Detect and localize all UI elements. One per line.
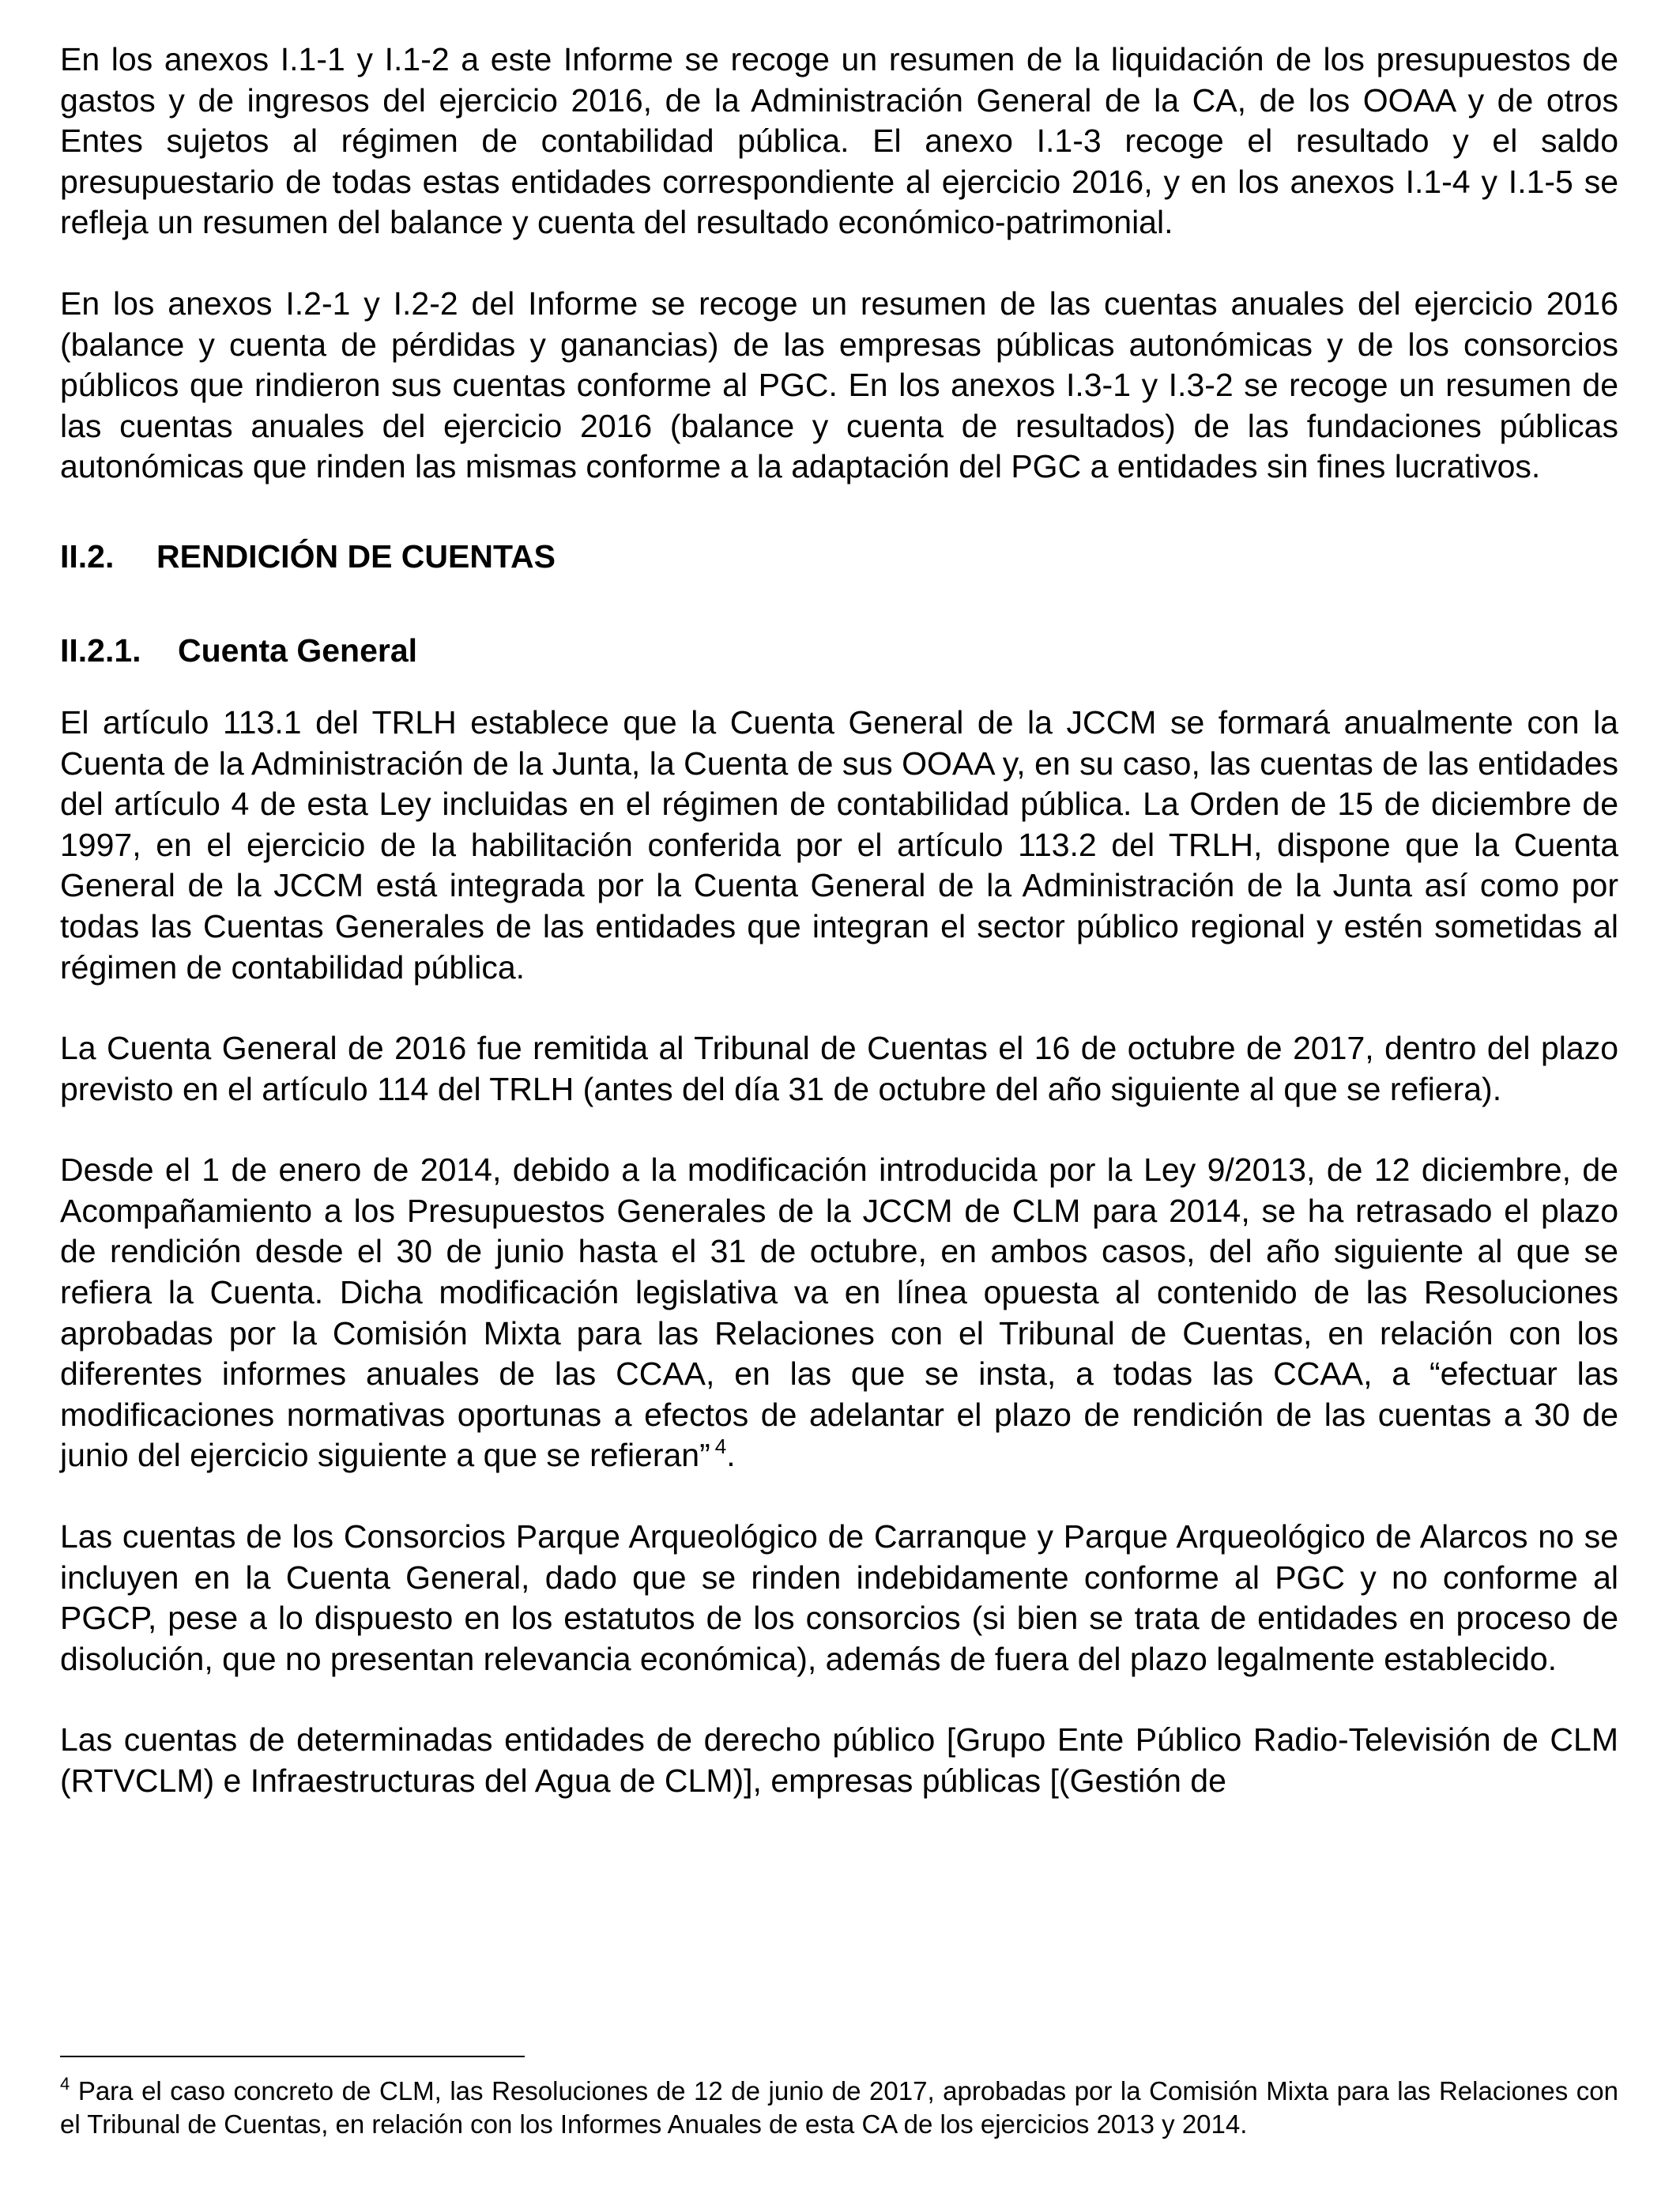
section-heading bbox=[60, 536, 1618, 577]
footnote bbox=[60, 2075, 1618, 2141]
subsection-title: Cuenta General bbox=[178, 631, 418, 669]
footnote-marker: 4 bbox=[60, 2074, 70, 2094]
paragraph-cuenta-general-composition: El artículo 113.1 del TRLH establece que la Cuenta General de la JCCM se formará anualmente con la Cuenta de la Administración de la Junta, la Cuenta de sus OOAA y, en su caso, las cuentas de las entidades del artículo 4 de esta Ley incluidas en el régimen de contabilidad pública. La Orden de 15 de diciembre de 1997, en el ejercicio de la habilitación conferida por el artículo 113.2 del TRLH, dispone que la Cuenta General de la JCCM está integrada por la Cuenta General de la Administración de la Junta así como por todas las Cuentas Generales de las entidades que integran el sector público regional y estén sometidas al régimen de contabilidad pública. bbox=[60, 703, 1618, 986]
paragraph-deadline-change-tail: . bbox=[726, 1437, 736, 1474]
section-title: RENDICIÓN DE CUENTAS bbox=[156, 537, 556, 575]
paragraph-deadline-change bbox=[60, 1150, 1618, 1476]
footnote-text: Para el caso concreto de CLM, las Resoluciones de 12 de junio de 2017, aprobadas por la Comisión Mixta para las Relaciones con el Tribunal de Cuentas, en relación con los Informes Anuales de esta CA de los ejercicios 2013 y 2014. bbox=[60, 2076, 1618, 2139]
subsection-heading bbox=[60, 630, 1618, 671]
paragraph-public-entities: Las cuentas de determinadas entidades de derecho público [Grupo Ente Público Radio-Televisión de CLM (RTVCLM) e Infraestructuras del Agua de CLM)], empresas públicas [(Gestión de bbox=[60, 1721, 1618, 1799]
document-page bbox=[60, 40, 1618, 1802]
section-number: II.2. bbox=[60, 537, 115, 575]
paragraph-deadline-change-text: Desde el 1 de enero de 2014, debido a la modificación introducida por la Ley 9/2013, de 12 diciembre, de Acompañamiento a los Presupuestos Generales de la JCCM de CLM para 2014, se ha retrasado el plazo de rendición desde el 30 de junio hasta el 31 de octubre, en ambos casos, del año siguiente al que se refiera la Cuenta. Dicha modificación legislativa va en línea opuesta al contenido de las Resoluciones aprobadas por la Comisión Mixta para las Relaciones con el Tribunal de Cuentas, en relación con los diferentes informes anuales de las CCAA, en las que se insta, a todas las CCAA, a “efectuar las modificaciones normativas oportunas a efectos de adelantar el plazo de rendición de las cuentas a 30 de junio del ejercicio siguiente a que se refieran” bbox=[60, 1152, 1618, 1474]
paragraph-submission-date: La Cuenta General de 2016 fue remitida al Tribunal de Cuentas el 16 de octubre de 2017, dentro del plazo previsto en el artículo 114 del TRLH (antes del día 31 de octubre del año siguiente al que se refiera). bbox=[60, 1030, 1618, 1107]
paragraph-annex-companies: En los anexos I.2-1 y I.2-2 del Informe se recoge un resumen de las cuentas anuales del ejercicio 2016 (balance y cuenta de pérdidas y ganancias) de las empresas públicas autonómicas y de los consorcios públicos que rindieron sus cuentas conforme al PGC. En los anexos I.3-1 y I.3-2 se recoge un resumen de las cuentas anuales del ejercicio 2016 (balance y cuenta de resultados) de las fundaciones públicas autonómicas que rinden las mismas conforme a la adaptación del PGC a entidades sin fines lucrativos. bbox=[60, 285, 1618, 485]
footnote-separator bbox=[60, 2056, 525, 2057]
paragraph-consortia: Las cuentas de los Consorcios Parque Arqueológico de Carranque y Parque Arqueológico de Alarcos no se incluyen en la Cuenta General, dado que se rinden indebidamente conforme al PGC y no conforme al PGCP, pese a lo dispuesto en los estatutos de los consorcios (si bien se trata de entidades en proceso de disolución, que no presentan relevancia económica), además de fuera del plazo legalmente establecido. bbox=[60, 1518, 1618, 1677]
footnote-reference[interactable]: 4 bbox=[714, 1434, 727, 1459]
paragraph-annex-budget: En los anexos I.1-1 y I.1-2 a este Informe se recoge un resumen de la liquidación de los presupuestos de gastos y de ingresos del ejercicio 2016, de la Administración General de la CA, de los OOAA y de otros Entes sujetos al régimen de contabilidad pública. El anexo I.1-3 recoge el resultado y el saldo presupuestario de todas estas entidades correspondiente al ejercicio 2016, y en los anexos I.1-4 y I.1-5 se refleja un resumen del balance y cuenta del resultado económico-patrimonial. bbox=[60, 41, 1618, 241]
subsection-number: II.2.1. bbox=[60, 631, 141, 669]
